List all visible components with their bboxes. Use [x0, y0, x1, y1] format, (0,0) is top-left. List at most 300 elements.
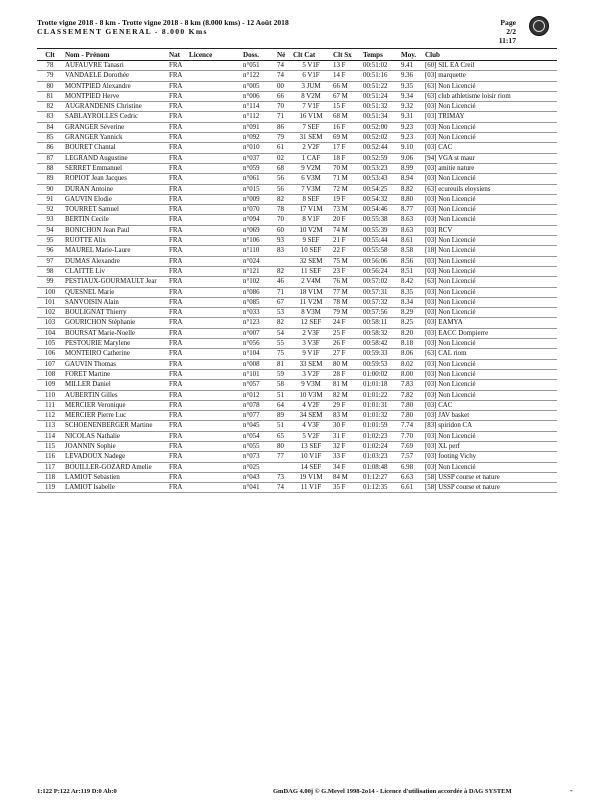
cell-born: 61 [277, 144, 284, 152]
cell-licence [187, 194, 241, 204]
table-row [37, 91, 557, 101]
cell-cat-rank: 9 SEF [302, 237, 320, 245]
cell-bib: n°069 [243, 226, 260, 234]
cell-time: 00:54:46 [363, 206, 388, 214]
cell-speed: 9.36 [401, 72, 414, 80]
cell-speed: 9.41 [401, 62, 414, 69]
cell-bib: n°010 [243, 144, 260, 152]
cell-time: 00:51:02 [363, 62, 388, 69]
cell-speed: 8.77 [401, 206, 414, 214]
cell-sex-rank: 67 M [333, 92, 348, 100]
cell-licence [187, 133, 241, 143]
cell-time: 01:12:35 [363, 484, 388, 492]
cell-time: 00:53:23 [363, 164, 388, 172]
cell-name: FORET Martine [65, 370, 111, 378]
table-row [37, 369, 557, 379]
cell-rank: 85 [46, 134, 54, 142]
cell-born: 82 [277, 195, 284, 203]
cell-cat-rank: 11 V2M [299, 298, 323, 306]
cell-speed: 9.32 [401, 103, 414, 111]
table-row [37, 441, 557, 451]
cell-name: BOUILLER-GOZARD Amelie [65, 463, 152, 471]
cell-born: 46 [277, 278, 284, 286]
cell-speed: 9.31 [401, 113, 414, 121]
cell-club: [03] Non Licencié [425, 175, 476, 183]
cell-club: [03] Non Licencié [425, 206, 476, 214]
cell-cat-rank: 1 CAF [301, 154, 321, 162]
cell-time: 00:54:32 [363, 195, 388, 203]
cell-cat-rank: 6 V1F [302, 72, 320, 80]
cell-rank: 101 [44, 298, 56, 306]
cell-cat-rank: 11 SEF [300, 267, 322, 275]
cell-cat-rank: 9 V2M [301, 164, 321, 172]
cell-rank: 94 [46, 226, 54, 234]
cell-club: [03] amitie nature [425, 164, 475, 172]
footer-dash: - [570, 786, 573, 795]
cell-cat-rank: 10 SEF [300, 247, 322, 255]
cell-speed: 7.70 [401, 432, 414, 440]
cell-name: DURAN Antoine [65, 185, 114, 193]
cell-rank: 80 [46, 82, 54, 90]
cell-licence [187, 297, 241, 307]
race-title: Trotte vigne 2018 - 8 km - Trotte vigne 2018 - 8 km (8.000 kms) - 12 Août 2018 [37, 18, 289, 27]
table-row [37, 297, 557, 307]
cell-bib: n°073 [243, 453, 260, 461]
cell-name: DUMAS Alexandre [65, 257, 120, 265]
cell-name: LEVADOUX Nadege [65, 453, 126, 461]
cell-sex-rank: 33 F [333, 453, 346, 461]
cell-club: [03] Non Licencié [425, 391, 476, 399]
cell-name: PESTIAUX-GOURMAULT Jear [65, 278, 157, 286]
cell-rank: 92 [46, 206, 54, 214]
cell-time: 00:57:32 [363, 298, 388, 306]
cell-time: 00:52:59 [363, 154, 388, 162]
cell-born: 02 [277, 154, 284, 162]
cell-sex-rank: 69 M [333, 134, 348, 142]
cell-nat: FRA [169, 278, 183, 286]
table-row [37, 483, 557, 493]
cell-nat: FRA [169, 144, 183, 152]
cell-licence [187, 318, 241, 328]
cell-nat: FRA [169, 72, 183, 80]
cell-speed: 7.80 [401, 401, 414, 409]
column-header-born: Né [275, 49, 291, 61]
cell-rank: 112 [44, 412, 56, 420]
cell-rank: 115 [44, 442, 56, 450]
table-row [37, 153, 557, 163]
cell-licence [187, 441, 241, 451]
table-row [37, 71, 557, 81]
cell-time: 00:55:58 [363, 247, 388, 255]
cell-sex-rank: 32 F [333, 442, 346, 450]
cell-bib: n°061 [243, 175, 260, 183]
ranking-subtitle: CLASSEMENT GENERAL - 8.000 Kms [37, 27, 208, 36]
cell-cat-rank: 9 V1F [302, 350, 320, 358]
cell-sex-rank: 73 M [333, 206, 348, 214]
cell-sex-rank: 15 F [333, 103, 346, 111]
cell-speed: 8.02 [401, 360, 414, 368]
cell-cat-rank: 11 V1F [300, 484, 322, 492]
cell-name: LEGRAND Augustine [65, 154, 128, 162]
cell-sex-rank: 79 M [333, 309, 348, 317]
cell-nat: FRA [169, 113, 183, 121]
cell-rank: 86 [46, 144, 54, 152]
cell-born: 74 [277, 72, 284, 80]
cell-cat-rank: 17 V1M [299, 206, 323, 214]
cell-bib: n°086 [243, 288, 260, 296]
cell-name: LAMIOT Sebastien [65, 473, 120, 481]
table-row [37, 277, 557, 287]
cell-born [275, 256, 291, 266]
cell-speed: 8.99 [401, 164, 414, 172]
cell-rank: 102 [44, 309, 56, 317]
cell-born: 64 [277, 401, 284, 409]
cell-cat-rank: 32 SEM [299, 257, 323, 265]
cell-rank: 111 [45, 401, 55, 409]
cell-born: 80 [277, 442, 284, 450]
cell-nat: FRA [169, 92, 183, 100]
cell-nat: FRA [169, 360, 183, 368]
cell-licence [187, 225, 241, 235]
cell-club: [03] footing Vichy [425, 453, 477, 461]
cell-licence [187, 256, 241, 266]
cell-name: AUFAUVRE Tanasri [65, 62, 124, 69]
cell-club: [03] Non Licencié [425, 463, 476, 471]
table-row [37, 102, 557, 112]
cell-club: [03] TRIMAY [425, 113, 465, 121]
cell-licence [187, 246, 241, 256]
cell-bib: n°008 [243, 360, 260, 368]
cell-speed: 7.80 [401, 412, 414, 420]
cell-cat-rank: 3 V3F [302, 340, 320, 348]
cell-nat: FRA [169, 298, 183, 306]
cell-bib: n°104 [243, 350, 260, 358]
cell-nat: FRA [169, 463, 183, 471]
cell-bib: n°101 [243, 370, 260, 378]
cell-rank: 81 [46, 92, 54, 100]
cell-cat-rank: 9 V3M [301, 381, 321, 389]
column-header-rank: Clt [37, 49, 63, 61]
cell-time: 00:59:33 [363, 350, 388, 358]
cell-nat: FRA [169, 206, 183, 214]
cell-cat-rank: 5 V1F [302, 62, 320, 69]
cell-speed: 8.80 [401, 195, 414, 203]
cell-born: 79 [277, 134, 284, 142]
cell-licence [187, 483, 241, 493]
column-header-licence: Licence [187, 49, 241, 61]
cell-sex-rank: 74 M [333, 226, 348, 234]
cell-rank: 97 [46, 257, 54, 265]
cell-bib: n°091 [243, 123, 260, 131]
cell-cat-rank: 33 SEM [299, 360, 323, 368]
cell-born: 89 [277, 412, 284, 420]
page-number: Page 2/2 [500, 18, 516, 36]
cell-name: VANDAELE Dorothée [65, 72, 129, 80]
cell-speed: 7.82 [401, 391, 414, 399]
cell-club: [03] Non Licencié [425, 288, 476, 296]
cell-sex-rank: 75 M [333, 257, 348, 265]
cell-speed: 8.18 [401, 340, 414, 348]
cell-licence [187, 277, 241, 287]
cell-sex-rank: 22 F [333, 247, 346, 255]
cell-licence [187, 328, 241, 338]
cell-club: [58] USSP course et nature [425, 484, 500, 492]
cell-sex-rank: 13 F [333, 62, 346, 69]
table-row [37, 133, 557, 143]
cell-sex-rank: 80 M [333, 360, 348, 368]
cell-rank: 109 [44, 381, 56, 389]
table-row [37, 225, 557, 235]
cell-cat-rank: 7 V3M [301, 185, 321, 193]
cell-club: [03] Non Licencié [425, 370, 476, 378]
cell-bib: n°059 [243, 164, 260, 172]
cell-bib: n°121 [243, 267, 260, 275]
cell-name: BOURET Chantal [65, 144, 116, 152]
cell-name: MAUREL Marie-Laure [65, 247, 131, 255]
table-row [37, 339, 557, 349]
cell-bib: n°114 [243, 103, 260, 111]
document-header [37, 18, 289, 36]
cell-licence [187, 205, 241, 215]
cell-time: 00:58:11 [363, 319, 388, 327]
cell-born: 53 [277, 309, 284, 317]
cell-nat: FRA [169, 350, 183, 358]
table-row [37, 390, 557, 400]
cell-nat: FRA [169, 103, 183, 111]
cell-name: QUESNEL Marie [65, 288, 115, 296]
cell-name: NICOLAS Nathalie [65, 432, 120, 440]
cell-sex-rank: 20 F [333, 216, 346, 224]
cell-cat-rank: 14 SEF [300, 463, 322, 471]
cell-licence [187, 266, 241, 276]
table-row [37, 349, 557, 359]
cell-licence [187, 349, 241, 359]
cell-born: 55 [277, 340, 284, 348]
cell-rank: 90 [46, 185, 54, 193]
cell-club: [94] VGA st maur [425, 154, 475, 162]
cell-club: [63] club athletisme loisir riom [425, 92, 511, 100]
cell-born: 56 [277, 175, 284, 183]
cell-speed: 7.83 [401, 381, 414, 389]
cell-born: 71 [277, 288, 284, 296]
cell-club: [63] CAL riom [425, 350, 467, 358]
cell-speed: 8.06 [401, 350, 414, 358]
cell-bib: n°009 [243, 195, 260, 203]
cell-nat: FRA [169, 134, 183, 142]
cell-rank: 88 [46, 164, 54, 172]
cell-name: GRANGER Séverine [65, 123, 125, 131]
cell-sex-rank: 78 M [333, 298, 348, 306]
cell-speed: 9.23 [401, 123, 414, 131]
cell-speed: 9.23 [401, 134, 414, 142]
cell-born: 67 [277, 298, 284, 306]
cell-nat: FRA [169, 381, 183, 389]
cell-name: JOANNIN Sophie [65, 442, 116, 450]
cell-time: 00:54:25 [363, 185, 388, 193]
cell-club: [03] Non Licencié [425, 195, 476, 203]
cell-nat: FRA [169, 288, 183, 296]
cell-sex-rank: 71 M [333, 175, 348, 183]
cell-sex-rank: 72 M [333, 185, 348, 193]
cell-born: 66 [277, 92, 284, 100]
cell-cat-rank: 10 V1F [300, 453, 322, 461]
table-row [37, 400, 557, 410]
cell-rank: 83 [46, 113, 54, 121]
cell-speed: 8.63 [401, 216, 414, 224]
cell-name: SERRET Emmanuel [65, 164, 123, 172]
cell-nat: FRA [169, 247, 183, 255]
cell-nat: FRA [169, 412, 183, 420]
footer-stats: 1:122 P:122 Ar:119 D:0 Ab:0 [37, 788, 117, 795]
page-info [490, 18, 516, 45]
column-header-time: Temps [361, 49, 399, 61]
cell-licence [187, 472, 241, 482]
cell-cat-rank: 12 SEF [300, 319, 322, 327]
table-row [37, 380, 557, 390]
cell-licence [187, 184, 241, 194]
table-header-row [37, 49, 557, 61]
cell-rank: 78 [46, 62, 54, 69]
results-table [37, 48, 557, 493]
cell-name: LAMIOT Isabelle [65, 484, 115, 492]
cell-licence [187, 452, 241, 462]
cell-name: MONTEIRO Catherine [65, 350, 130, 358]
table-row [37, 81, 557, 91]
cell-time: 01:02:23 [363, 432, 388, 440]
table-row [37, 174, 557, 184]
cell-licence [187, 431, 241, 441]
cell-born: 51 [277, 391, 284, 399]
cell-sex-rank: 82 M [333, 391, 348, 399]
cell-licence [187, 462, 241, 472]
cell-licence [187, 153, 241, 163]
cell-speed: 6.98 [401, 463, 414, 471]
cell-sex-rank: 27 F [333, 350, 346, 358]
cell-bib: n°085 [243, 298, 260, 306]
cell-bib: n°123 [243, 319, 260, 327]
cell-nat: FRA [169, 370, 183, 378]
cell-nat: FRA [169, 329, 183, 337]
cell-born: 60 [277, 226, 284, 234]
cell-cat-rank: 8 SEF [302, 195, 320, 203]
cell-sex-rank: 77 M [333, 288, 348, 296]
cell-sex-rank: 76 M [333, 278, 348, 286]
cell-born: 58 [277, 381, 284, 389]
cell-sex-rank: 66 M [333, 82, 348, 90]
cell-sex-rank: 19 F [333, 195, 346, 203]
cell-speed: 7.74 [401, 422, 414, 430]
cell-name: SABLAYROLLES Cedric [65, 113, 139, 121]
cell-licence [187, 369, 241, 379]
cell-licence [187, 308, 241, 318]
cell-speed: 9.06 [401, 154, 414, 162]
table-row [37, 359, 557, 369]
cell-club: [03] EACC Dompierre [425, 329, 489, 337]
cell-speed: 8.82 [401, 185, 414, 193]
cell-bib: n°054 [243, 432, 260, 440]
cell-cat-rank: 3 V2F [302, 370, 320, 378]
cell-cat-rank: 7 V1F [302, 103, 320, 111]
cell-cat-rank: 19 V1M [299, 473, 323, 481]
cell-time: 01:01:22 [363, 391, 388, 399]
cell-nat: FRA [169, 453, 183, 461]
table-row [37, 122, 557, 132]
cell-cat-rank: 7 SEF [302, 123, 320, 131]
cell-nat: FRA [169, 432, 183, 440]
cell-rank: 106 [44, 350, 56, 358]
cell-nat: FRA [169, 82, 183, 90]
cell-name: MONTPIED Herve [65, 92, 120, 100]
cell-time: 01:03:23 [363, 453, 388, 461]
runner-logo-icon [529, 16, 549, 36]
cell-nat: FRA [169, 123, 183, 131]
cell-speed: 9.34 [401, 92, 414, 100]
table-row [37, 205, 557, 215]
cell-rank: 82 [46, 103, 54, 111]
cell-bib: n°024 [243, 257, 260, 265]
cell-nat: FRA [169, 422, 183, 430]
cell-speed: 8.25 [401, 319, 414, 327]
cell-sex-rank: 18 F [333, 154, 346, 162]
cell-club: [03] Non Licencié [425, 123, 476, 131]
cell-sex-rank: 81 M [333, 381, 348, 389]
column-header-name: Nom - Prénom [63, 49, 167, 61]
cell-club: [58] USSP course et nature [425, 473, 500, 481]
cell-nat: FRA [169, 226, 183, 234]
cell-bib: n°078 [243, 401, 260, 409]
cell-rank: 84 [46, 123, 54, 131]
cell-nat: FRA [169, 340, 183, 348]
cell-licence [187, 236, 241, 246]
cell-bib: n°094 [243, 216, 260, 224]
table-row [37, 462, 557, 472]
cell-rank: 107 [44, 360, 56, 368]
table-row [37, 256, 557, 266]
cell-born: 70 [277, 103, 284, 111]
cell-name: AUGRANDENIS Christine [65, 103, 142, 111]
cell-club: [03] Non Licencié [425, 340, 476, 348]
cell-name: AUBERTIN Gilles [65, 391, 118, 399]
cell-licence [187, 421, 241, 431]
cell-speed: 8.42 [401, 278, 414, 286]
cell-time: 01:00:02 [363, 370, 388, 378]
cell-licence [187, 61, 241, 71]
table-body [37, 61, 557, 493]
cell-speed: 8.94 [401, 175, 414, 183]
cell-cat-rank: 18 V1M [299, 288, 323, 296]
table-row [37, 431, 557, 441]
cell-name: BOULIGNAT Thierry [65, 309, 127, 317]
table-row [37, 318, 557, 328]
cell-club: [03] CAC [425, 144, 453, 152]
cell-rank: 110 [44, 391, 56, 399]
cell-nat: FRA [169, 154, 183, 162]
cell-bib: n°033 [243, 309, 260, 317]
cell-club: [03] Non Licencié [425, 360, 476, 368]
cell-rank: 79 [46, 72, 54, 80]
cell-licence [187, 163, 241, 173]
cell-club: [18] Non Licencié [425, 247, 476, 255]
cell-club: [03] marquette [425, 72, 466, 80]
cell-time: 00:51:16 [363, 72, 388, 80]
cell-speed: 8.51 [401, 267, 414, 275]
cell-born: 78 [277, 206, 284, 214]
cell-cat-rank: 10 V2M [299, 226, 323, 234]
cell-name: BOURSAT Marie-Noelle [65, 329, 136, 337]
cell-name: MERCIER Pierre Luc [65, 412, 127, 420]
cell-sex-rank: 14 F [333, 72, 346, 80]
cell-nat: FRA [169, 62, 183, 69]
